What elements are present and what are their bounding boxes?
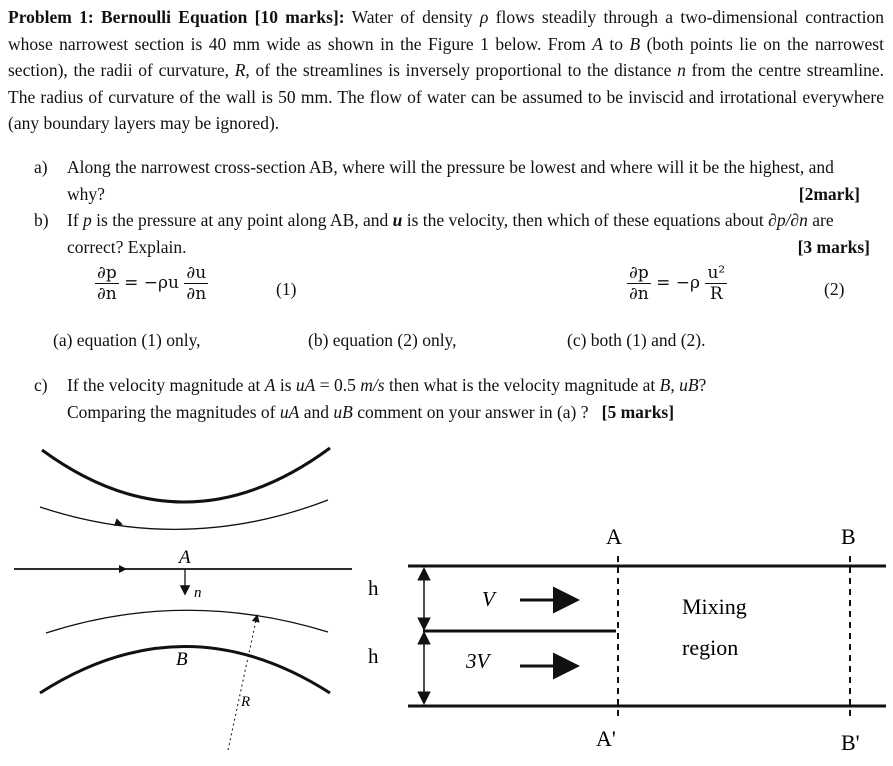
eq2-num-left: ∂p — [627, 263, 651, 284]
unit: m/s — [360, 375, 385, 395]
label-b: B — [176, 649, 188, 670]
eq2-num-right: u² — [707, 263, 726, 283]
ua-symbol: uA — [279, 401, 300, 422]
contraction-figure — [0, 430, 400, 766]
eq1-num-left: ∂p — [95, 263, 119, 284]
equation-2-number: (2) — [824, 279, 845, 299]
part-b-text: is the pressure at any point along AB, and — [91, 210, 393, 230]
option-b: (b) equation (2) only, — [308, 330, 457, 350]
upper-streamline — [40, 500, 328, 529]
part-c-text: Comparing the magnitudes of — [67, 401, 280, 422]
label-b-top: B — [841, 524, 856, 549]
point-a: A — [264, 375, 276, 395]
label-v: V — [482, 587, 495, 611]
upper-wall — [42, 448, 330, 502]
label-region: region — [682, 635, 739, 660]
part-c-marks: [5 marks] — [601, 401, 675, 422]
part-a-label: a) — [34, 157, 48, 177]
eq2-middle: = −ρ — [656, 273, 701, 293]
label-a-prime: A' — [596, 726, 616, 751]
eq2-den-left: ∂n — [629, 284, 649, 304]
intro-text: flows steadily through a two-dimensional contraction whose narrowest section is 40 mm wide as shown in the Figure 1 below. From — [8, 7, 884, 54]
label-a: A — [179, 547, 191, 568]
problem-statement — [8, 4, 884, 137]
label-n: n — [194, 585, 202, 601]
part-b-text: are correct? Explain. — [67, 210, 834, 257]
point-b: B — [659, 375, 671, 395]
part-c-text: then what is the velocity magnitude at — [384, 375, 660, 395]
part-c — [34, 372, 864, 425]
part-c-text: is — [275, 375, 296, 395]
part-a-marks: [2mark] — [798, 183, 860, 204]
part-c-text: , — [670, 375, 680, 395]
eq1-num-right: ∂u — [186, 263, 207, 283]
part-b-text: If — [67, 210, 84, 230]
mixing-region-figure — [360, 520, 893, 766]
equation-1-number: (1) — [276, 279, 297, 299]
intro-text: (both points lie on the narrowest section), the radii of curvature, — [8, 33, 884, 80]
label-mixing: Mixing — [682, 594, 747, 619]
part-b-label: b) — [34, 210, 49, 230]
p-symbol: p — [83, 210, 92, 230]
part-b-text: is the velocity, then which of these equations about — [402, 210, 769, 230]
point-b: B — [629, 33, 641, 54]
intro-text: to — [602, 33, 630, 54]
option-a: (a) equation (1) only, — [53, 330, 201, 350]
ub-symbol: uB — [333, 401, 353, 422]
option-c: (c) both (1) and (2). — [567, 330, 706, 350]
part-a — [34, 154, 860, 207]
part-b-marks: [3 marks] — [797, 236, 870, 257]
part-c-label: c) — [34, 375, 48, 395]
part-c-text: comment on your answer in (a) ? — [352, 401, 589, 422]
label-h-lower: h — [368, 644, 379, 668]
rho-symbol: ρ — [479, 7, 489, 27]
upper-streamline-arrow — [118, 523, 121, 524]
label-a-top: A — [606, 524, 622, 549]
part-c-text: If the velocity magnitude at — [67, 375, 265, 395]
intro-text: , of the streamlines is inversely proportional to the distance — [245, 60, 678, 80]
label-3v: 3V — [466, 649, 490, 673]
part-c-text: = 0.5 — [315, 375, 361, 395]
label-b-prime: B' — [841, 730, 860, 755]
problem-title: Problem 1: Bernoulli Equation [10 marks]: — [8, 7, 345, 27]
part-a-text: Along the narrowest cross-section AB, where will the pressure be lowest and where will it be the highest, and why? — [67, 157, 834, 204]
eq2-den-right: R — [709, 284, 723, 304]
point-a: A — [592, 33, 603, 54]
radius-line — [228, 616, 257, 750]
eq1-den-right: ∂n — [186, 284, 207, 304]
part-c-text: and — [299, 401, 334, 422]
intro-text: Water of density — [344, 7, 480, 27]
part-b — [34, 207, 870, 260]
ua-symbol: uA — [295, 375, 316, 395]
u-symbol: u — [392, 210, 403, 230]
equation-2 — [627, 263, 727, 304]
radius-symbol: R — [234, 60, 246, 80]
label-r: R — [241, 694, 251, 710]
lower-streamline — [46, 610, 328, 633]
equation-1 — [95, 263, 208, 304]
part-c-text: ? — [698, 375, 707, 395]
eq1-den-left: ∂n — [97, 284, 117, 304]
label-h-upper: h — [368, 576, 379, 600]
dpdn-symbol: ∂p/∂n — [768, 210, 808, 230]
intro-text: from the centre streamline. The radius of curvature of the wall is 50 mm. The flow of water can be assumed to be inviscid and irrotational everywhere (any boundary layers may be ignored). — [8, 60, 884, 133]
eq1-middle: = −ρu — [124, 273, 179, 293]
n-symbol: n — [677, 60, 686, 80]
ub-symbol: uB — [679, 375, 699, 395]
